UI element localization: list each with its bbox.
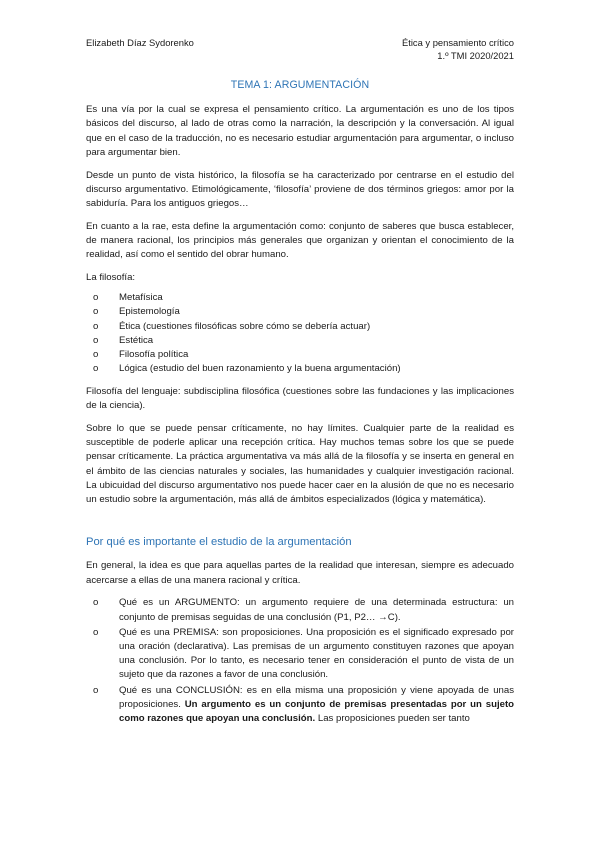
- document-title: TEMA 1: ARGUMENTACIÓN: [230, 79, 370, 91]
- list-item: o Epistemología: [86, 305, 514, 319]
- bullet-glyph: o: [93, 597, 99, 609]
- list-item: o Lógica (estudio del buen razonamiento y la buena argumentación): [86, 362, 514, 376]
- header-course: Ética y pensamiento crítico: [401, 37, 514, 48]
- bullet-glyph: o: [93, 349, 99, 361]
- bold-definition: Un argumento es un conjunto de premisas presentadas por un sujeto como razones que apoyan una conclusión.: [119, 698, 515, 725]
- bullet-glyph: o: [93, 363, 99, 375]
- bullet-glyph: o: [93, 292, 99, 304]
- definitions-list: [86, 596, 514, 726]
- philosophy-list: [86, 291, 514, 376]
- list-item-argumento: o Qué es un ARGUMENTO: un argumento requiere de una determinada estructura: un conjunto de premisas seguidas de una conclusión (P1, P2… →C).: [93, 597, 514, 623]
- list-item-premisa: o Qué es una PREMISA: son proposiciones. Una proposición es el significado expresado por una oración (declarativa). Las premisas de un argumento constituyen razones que apoyan una conclusión. Por lo tanto, es necesario tener en consideración el punto de vista de un sujeto que da razones a favor de una conclusión.: [93, 626, 514, 681]
- list-item: o Ética (cuestiones filosóficas sobre cómo se debería actuar): [86, 320, 514, 334]
- bullet-glyph: o: [93, 334, 99, 346]
- paragraph-philosophy-of-language: Filosofía del lenguaje: subdisciplina filosófica (cuestiones sobre las fundaciones y las implicaciones de la ciencia).: [86, 386, 514, 412]
- bullet-glyph: o: [93, 684, 99, 696]
- paragraph-history: Desde un punto de vista histórico, la filosofía se ha caracterizado por centrarse en el estudio del discurso argumentativo. Etimológicamente, ‘filosofía’ proviene de dos términos griegos: amor por la sabiduría. Para los antiguos griegos…: [86, 169, 514, 210]
- list-item-conclusion: o Qué es una CONCLUSIÓN: es en ella misma una proposición y viene apoyada de unas proposiciones. Un argumento es un conjunto de premisas presentadas por un sujeto como razones que apoyan una conclusión. Las proposiciones pueden ser tanto: [93, 684, 515, 725]
- page-header: [86, 36, 514, 66]
- header-author: Elizabeth Díaz Sydorenko: [86, 37, 194, 48]
- header-course-info: [402, 36, 514, 62]
- paragraph-section-intro: En general, la idea es que para aquellas partes de la realidad que interesan, siempre es adecuado acercarse a ellas de una manera racional y crítica.: [86, 560, 514, 586]
- paragraph-rae: En cuanto a la rae, esta define la argumentación como: conjunto de saberes que busca establecer, de manera racional, los principios más generales que organizan y orientan el conocimiento de la realidad, así como el sentido del obrar humano.: [86, 220, 514, 261]
- bullet-glyph: o: [93, 320, 99, 332]
- paragraph-philosophy-label: La filosofía:: [86, 272, 136, 284]
- header-group: 1.º TMI 2020/2021: [437, 50, 514, 61]
- section-heading: Por qué es importante el estudio de la argumentación: [86, 536, 352, 549]
- paragraph-intro: Es una vía por la cual se expresa el pensamiento crítico. La argumentación es uno de los tipos básicos del discurso, al lado de otras como la narración, la descripción y la conversación. Al igual que en el caso de la traducción, no es necesario estudiar argumentación para argumentar, o incluso para argumentar bien.: [86, 104, 514, 158]
- paragraph-critical-thinking: Sobre lo que se puede pensar críticamente, no hay límites. Cualquier parte de la realidad es susceptible de poderle aplicar una recepción crítica. Hay muchos temas sobre los que se puede pensar críticamente. La práctica argumentativa va más allá de la filosofía y se inserta en general en el ámbito de las ciencias naturales y sociales, las humanidades y cualquier investigación racional. La ubicuidad del discurso argumentativo nos puede hacer caer en la alusión de que no es necesario un estudio sobre la argumentación, más allá de ámbitos especializados (lógica y matemática).: [86, 423, 514, 506]
- bullet-glyph: o: [93, 626, 99, 638]
- bullet-glyph: o: [93, 306, 99, 318]
- list-item: o Estética: [86, 334, 514, 348]
- list-item: o Metafísica: [86, 291, 514, 305]
- list-item: o Filosofía política: [86, 348, 514, 362]
